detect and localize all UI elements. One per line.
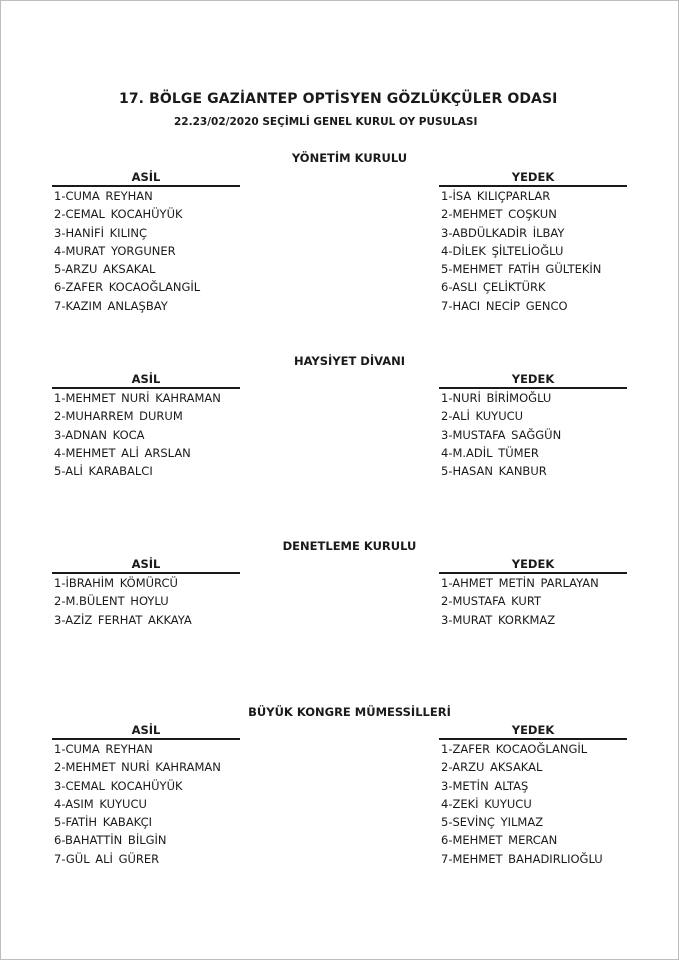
asil-header: ASİL — [52, 722, 240, 740]
candidate-entry: 3-METİN ALTAŞ — [441, 778, 529, 793]
asil-header: ASİL — [52, 169, 240, 187]
candidate-entry: 1-CUMA REYHAN — [54, 189, 153, 203]
candidate-entry: 4-MURAT YORGUNER — [54, 243, 176, 258]
candidate-entry: 7-KAZIM ANLAŞBAY — [54, 298, 168, 313]
candidate-entry: 4-M.ADİL TÜMER — [441, 445, 539, 460]
yedek-list — [439, 187, 627, 315]
yedek-header: YEDEK — [439, 722, 627, 740]
asil-header: ASİL — [52, 556, 240, 574]
candidate-entry: 4-MEHMET ALİ ARSLAN — [54, 445, 191, 460]
yedek-list — [439, 389, 627, 480]
candidate-entry: 1-ZAFER KOCAOĞLANGİL — [441, 742, 588, 756]
candidate-entry: 2-ARZU AKSAKAL — [441, 760, 543, 775]
candidate-entry: 2-MEHMET NURİ KAHRAMAN — [54, 760, 221, 775]
candidate-entry: 2-CEMAL KOCAHÜYÜK — [54, 207, 183, 222]
candidate-entry: 6-ASLI ÇELİKTÜRK — [441, 280, 546, 295]
candidate-entry: 5-ALİ KARABALCI — [54, 464, 153, 479]
document-subtitle: 22.23/02/2020 SEÇİMLİ GENEL KURUL OY PUSULASI — [174, 116, 478, 128]
candidate-entry: 3-ADNAN KOCA — [54, 427, 145, 442]
candidate-entry: 3-CEMAL KOCAHÜYÜK — [54, 778, 183, 793]
yedek-header: YEDEK — [439, 371, 627, 389]
candidate-entry: 1-AHMET METİN PARLAYAN — [441, 576, 599, 590]
candidate-entry: 3-MUSTAFA SAĞGÜN — [441, 427, 562, 442]
candidate-entry: 7-MEHMET BAHADIRLIOĞLU — [441, 851, 603, 866]
candidate-entry: 4-ZEKİ KUYUCU — [441, 796, 532, 811]
candidate-entry: 1-MEHMET NURİ KAHRAMAN — [54, 391, 221, 405]
asil-column — [52, 556, 240, 629]
yedek-column — [439, 556, 627, 629]
section-title: YÖNETİM KURULU — [291, 151, 408, 165]
candidate-entry: 7-GÜL ALİ GÜRER — [54, 851, 160, 866]
candidate-entry: 1-İBRAHİM KÖMÜRCÜ — [54, 576, 178, 590]
section-title: HAYSİYET DİVANI — [293, 354, 406, 368]
section-title: BÜYÜK KONGRE MÜMESSİLLERİ — [248, 705, 451, 719]
yedek-list — [439, 574, 627, 629]
candidate-entry: 2-MEHMET COŞKUN — [441, 207, 557, 222]
asil-list — [52, 187, 240, 315]
candidate-entry: 1-İSA KILIÇPARLAR — [441, 189, 551, 203]
candidate-entry: 5-FATİH KABAKÇI — [54, 815, 153, 830]
candidate-entry: 3-AZİZ FERHAT AKKAYA — [54, 612, 192, 627]
candidate-entry: 5-ARZU AKSAKAL — [54, 262, 156, 277]
yedek-header: YEDEK — [439, 169, 627, 187]
candidate-entry: 3-MURAT KORKMAZ — [441, 612, 556, 627]
yedek-list — [439, 740, 627, 868]
yedek-column — [439, 371, 627, 480]
candidate-entry: 4-DİLEK ŞİLTELİOĞLU — [441, 243, 564, 258]
candidate-entry: 7-HACI NECİP GENCO — [441, 298, 568, 313]
yedek-column — [439, 722, 627, 868]
candidate-entry: 5-MEHMET FATİH GÜLTEKİN — [441, 262, 602, 277]
asil-column — [52, 169, 240, 315]
candidate-entry: 5-HASAN KANBUR — [441, 464, 547, 479]
candidate-entry: 6-BAHATTİN BİLGİN — [54, 833, 167, 848]
candidate-entry: 1-CUMA REYHAN — [54, 742, 153, 756]
asil-list — [52, 389, 240, 480]
candidate-entry: 4-ASIM KUYUCU — [54, 796, 147, 811]
section-title: DENETLEME KURULU — [282, 539, 417, 553]
candidate-entry: 2-MUHARREM DURUM — [54, 409, 183, 424]
yedek-column — [439, 169, 627, 315]
candidate-entry: 5-SEVİNÇ YILMAZ — [441, 815, 544, 830]
candidate-entry: 6-MEHMET MERCAN — [441, 833, 558, 848]
document-title: 17. BÖLGE GAZİANTEP OPTİSYEN GÖZLÜKÇÜLER ODASI — [119, 91, 558, 107]
asil-header: ASİL — [52, 371, 240, 389]
asil-column — [52, 371, 240, 480]
asil-list — [52, 574, 240, 629]
candidate-entry: 6-ZAFER KOCAOĞLANGİL — [54, 280, 201, 295]
asil-list — [52, 740, 240, 868]
candidate-entry: 2-MUSTAFA KURT — [441, 594, 542, 609]
candidate-entry: 1-NURİ BİRİMOĞLU — [441, 391, 552, 405]
candidate-entry: 3-HANİFİ KILINÇ — [54, 225, 148, 240]
candidate-entry: 3-ABDÜLKADİR İLBAY — [441, 225, 565, 240]
candidate-entry: 2-ALİ KUYUCU — [441, 409, 524, 424]
yedek-header: YEDEK — [439, 556, 627, 574]
candidate-entry: 2-M.BÜLENT HOYLU — [54, 594, 169, 609]
asil-column — [52, 722, 240, 868]
